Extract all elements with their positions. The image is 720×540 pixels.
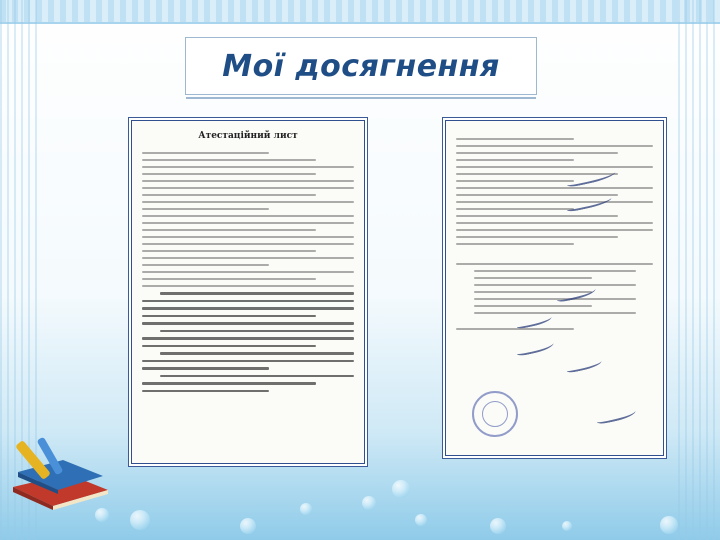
bubble-icon	[392, 480, 410, 498]
bubble-icon	[415, 514, 427, 526]
title-frame	[185, 37, 537, 95]
books-and-pen-icon	[8, 432, 118, 512]
slide-title: Мої досягнення	[222, 48, 500, 84]
document-heading: Атестаційний лист	[198, 131, 298, 141]
bubble-icon	[95, 508, 109, 522]
bubble-icon	[130, 510, 150, 530]
bubble-icon	[362, 496, 376, 510]
signature-mark	[515, 339, 554, 357]
decision-text-lines	[446, 121, 663, 341]
top-band	[0, 0, 720, 24]
bubble-icon	[490, 518, 506, 534]
right-stripes	[678, 0, 720, 540]
signature-mark	[595, 407, 636, 425]
attestation-sheet-scan	[131, 120, 365, 464]
title-underline	[186, 97, 536, 99]
document-text-lines	[132, 141, 364, 403]
attestation-decision-scan	[445, 120, 664, 456]
bubble-icon	[240, 518, 256, 534]
bubble-icon	[300, 503, 312, 515]
bubble-icon	[660, 516, 678, 534]
signature-mark	[565, 357, 602, 373]
official-stamp	[472, 391, 518, 437]
bubble-icon	[562, 521, 572, 531]
